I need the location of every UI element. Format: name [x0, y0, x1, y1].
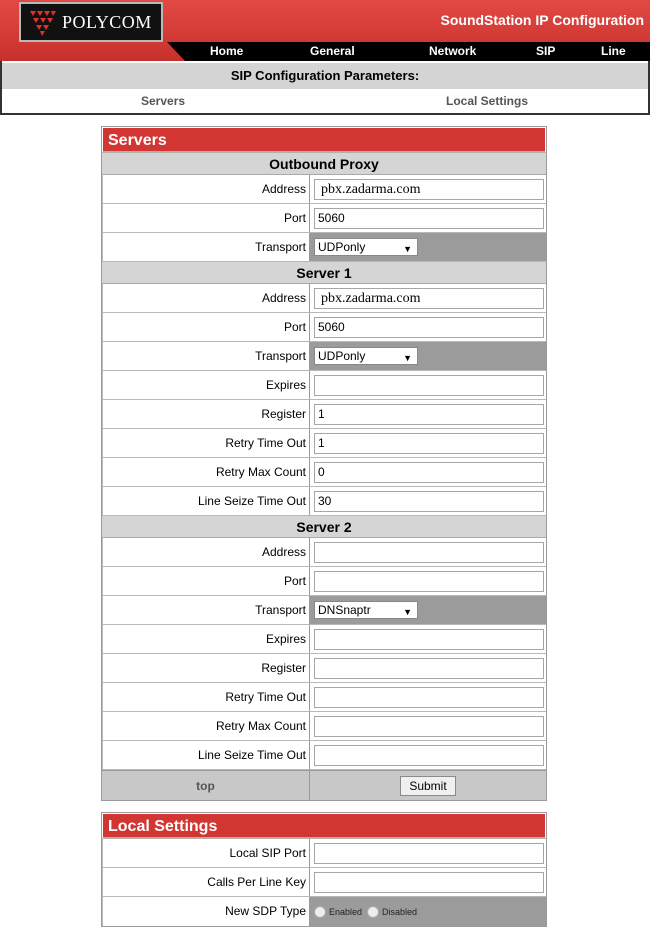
- dropdown-arrow-icon: ▼: [403, 607, 412, 617]
- local-settings-panel: [101, 812, 547, 927]
- server2-retry-timeout-input[interactable]: [314, 687, 544, 708]
- nav-network[interactable]: Network: [429, 44, 477, 58]
- field-label: Register: [102, 400, 310, 428]
- form-row: [102, 371, 546, 400]
- field-label: Local SIP Port: [102, 839, 310, 867]
- field-label: Retry Time Out: [102, 683, 310, 711]
- sdp-disabled-option[interactable]: [367, 906, 417, 918]
- form-row: [102, 712, 546, 741]
- server2-retry-max-input[interactable]: [314, 716, 544, 737]
- field-label: Port: [102, 567, 310, 595]
- field-label: Line Seize Time Out: [102, 487, 310, 515]
- form-row: [102, 567, 546, 596]
- form-row: [102, 868, 546, 897]
- field-label: Expires: [102, 625, 310, 653]
- local-settings-title: Local Settings: [102, 813, 546, 839]
- dropdown-arrow-icon: ▼: [403, 244, 412, 254]
- radio-label: Enabled: [329, 906, 363, 917]
- form-row: [102, 175, 546, 204]
- form-row: [102, 458, 546, 487]
- form-row: [102, 429, 546, 458]
- outbound-proxy-port-input[interactable]: 5060: [314, 208, 544, 229]
- sub-header: [0, 61, 650, 115]
- server1-register-input[interactable]: 1: [314, 404, 544, 425]
- outbound-proxy-transport-select[interactable]: [314, 238, 418, 256]
- polycom-triangle-icon: [27, 7, 57, 37]
- select-value: UDPonly: [318, 240, 366, 254]
- radio-enabled[interactable]: [314, 906, 326, 918]
- server1-retry-max-input[interactable]: 0: [314, 462, 544, 483]
- server2-heading: Server 2: [102, 516, 546, 538]
- server2-transport-select[interactable]: [314, 601, 418, 619]
- field-label: Retry Time Out: [102, 429, 310, 457]
- field-label: Port: [102, 313, 310, 341]
- nav-sip[interactable]: SIP: [536, 44, 556, 58]
- server2-register-input[interactable]: [314, 658, 544, 679]
- radio-label: Disabled: [382, 906, 418, 917]
- server1-address-input[interactable]: pbx.zadarma.com: [314, 288, 544, 309]
- dropdown-arrow-icon: ▼: [403, 353, 412, 363]
- local-settings-link[interactable]: Local Settings: [446, 94, 529, 108]
- form-row: [102, 204, 546, 233]
- field-label: Transport: [102, 596, 310, 624]
- field-label: Port: [102, 204, 310, 232]
- form-row: [102, 596, 546, 625]
- field-label: New SDP Type: [102, 897, 310, 926]
- submit-button[interactable]: Submit: [400, 776, 455, 796]
- server2-line-seize-input[interactable]: [314, 745, 544, 766]
- servers-link[interactable]: Servers: [141, 94, 186, 108]
- form-row: [102, 654, 546, 683]
- field-label: Retry Max Count: [102, 458, 310, 486]
- polycom-logo: [19, 2, 163, 42]
- page-title: SIP Configuration Parameters:: [2, 63, 648, 89]
- servers-panel-title: Servers: [102, 127, 546, 153]
- radio-disabled[interactable]: [367, 906, 379, 918]
- field-label: Transport: [102, 233, 310, 261]
- top-link[interactable]: top: [102, 771, 310, 800]
- nav-home[interactable]: Home: [210, 44, 244, 58]
- form-row: [102, 839, 546, 868]
- field-label: Transport: [102, 342, 310, 370]
- field-label: Register: [102, 654, 310, 682]
- field-label: Address: [102, 284, 310, 312]
- field-label: Line Seize Time Out: [102, 741, 310, 769]
- main-nav: [185, 42, 650, 61]
- select-value: UDPonly: [318, 349, 366, 363]
- field-label: Retry Max Count: [102, 712, 310, 740]
- form-row: [102, 233, 546, 262]
- form-row: [102, 741, 546, 770]
- servers-panel: [101, 126, 547, 801]
- field-label: Calls Per Line Key: [102, 868, 310, 896]
- server1-expires-input[interactable]: [314, 375, 544, 396]
- calls-per-line-key-input[interactable]: [314, 872, 544, 893]
- field-label: Address: [102, 175, 310, 203]
- sdp-enabled-option[interactable]: [314, 906, 362, 918]
- outbound-proxy-heading: Outbound Proxy: [102, 153, 546, 175]
- server2-address-input[interactable]: [314, 542, 544, 563]
- server1-line-seize-input[interactable]: 30: [314, 491, 544, 512]
- server1-port-input[interactable]: 5060: [314, 317, 544, 338]
- form-row: [102, 313, 546, 342]
- logo-text: POLYCOM: [62, 11, 152, 32]
- form-row: [102, 897, 546, 926]
- field-label: Expires: [102, 371, 310, 399]
- form-row: [102, 342, 546, 371]
- form-row: [102, 284, 546, 313]
- local-sip-port-input[interactable]: [314, 843, 544, 864]
- form-row: [102, 487, 546, 516]
- server2-expires-input[interactable]: [314, 629, 544, 650]
- select-value: DNSnaptr: [318, 603, 371, 617]
- nav-general[interactable]: General: [310, 44, 355, 58]
- field-label: Address: [102, 538, 310, 566]
- form-row: [102, 538, 546, 567]
- form-row: [102, 625, 546, 654]
- page-header: [0, 0, 650, 61]
- server1-heading: Server 1: [102, 262, 546, 284]
- servers-footer: [102, 770, 546, 800]
- nav-line[interactable]: Line: [601, 44, 626, 58]
- outbound-proxy-address-input[interactable]: pbx.zadarma.com: [314, 179, 544, 200]
- server2-port-input[interactable]: [314, 571, 544, 592]
- app-title: SoundStation IP Configuration: [440, 12, 644, 28]
- server1-transport-select[interactable]: [314, 347, 418, 365]
- form-row: [102, 400, 546, 429]
- server1-retry-timeout-input[interactable]: 1: [314, 433, 544, 454]
- form-row: [102, 683, 546, 712]
